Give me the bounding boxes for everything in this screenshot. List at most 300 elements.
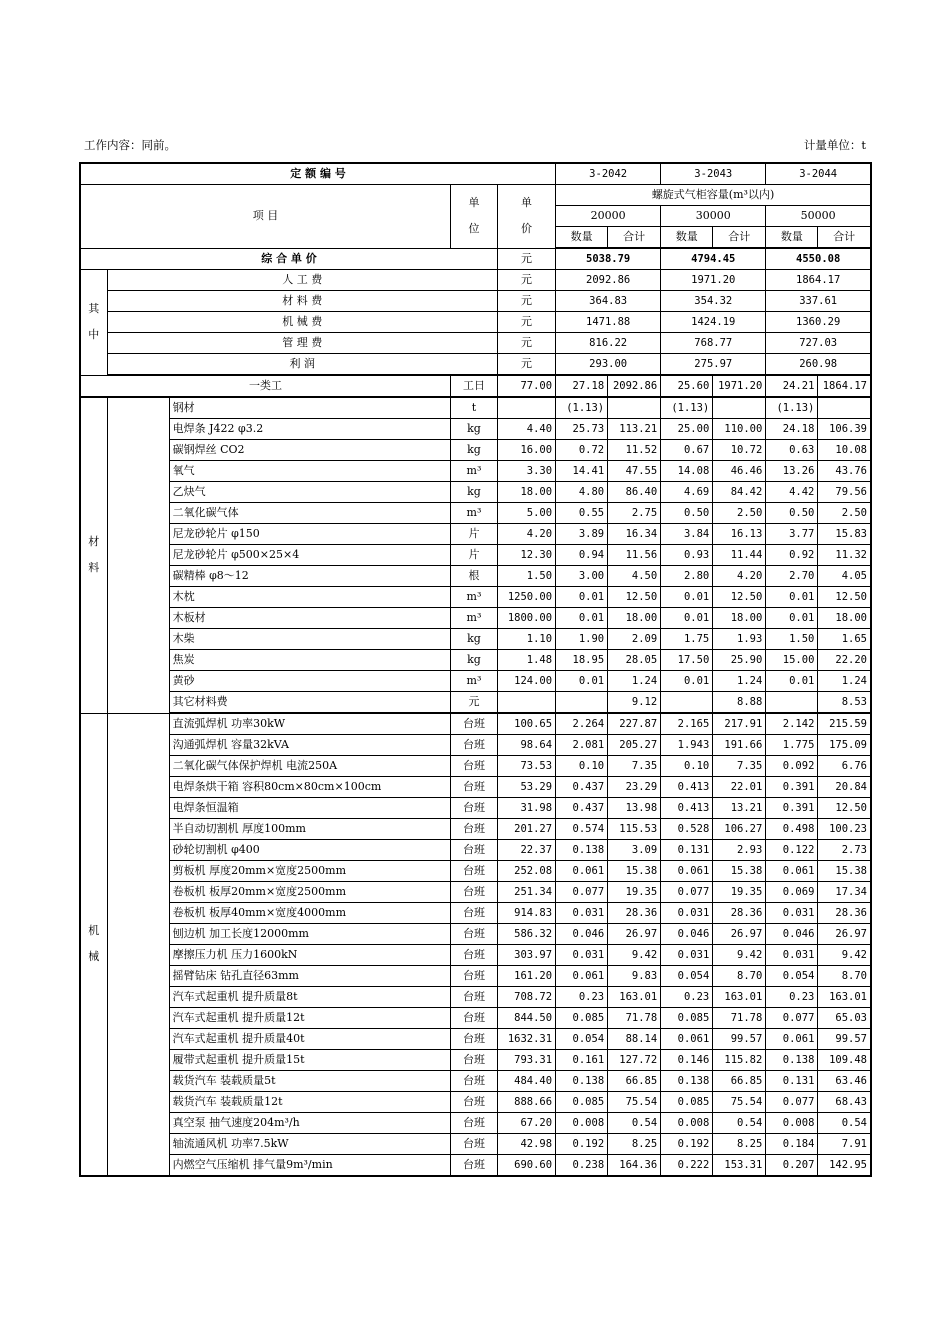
machinery-cell: 163.01 [713,987,766,1008]
machinery-unit: 台班 [450,882,497,903]
materials-cell: (1.13) [661,397,713,419]
qty-header: 数量 [661,227,713,249]
machinery-name: 电焊条烘干箱 容积80cm×80cm×100cm [169,777,450,798]
machinery-cell: 8.70 [713,966,766,987]
machinery-group-label: 机 械 [80,713,107,1176]
total-price-label: 综 合 单 价 [80,248,497,270]
machinery-cell: 7.35 [608,756,661,777]
materials-cell: 1.75 [661,629,713,650]
machinery-cell: 7.35 [713,756,766,777]
materials-cell: 1.24 [818,671,871,692]
machinery-cell: 0.238 [556,1155,608,1177]
machinery-cell: 8.70 [818,966,871,987]
breakdown-value: 1864.17 [766,270,871,291]
machinery-price: 484.40 [497,1071,555,1092]
total-price-value: 4794.45 [661,248,766,270]
labor-unit: 工日 [450,375,497,397]
materials-cell: 14.08 [661,461,713,482]
machinery-name: 电焊条恒温箱 [169,798,450,819]
materials-cell: 11.56 [608,545,661,566]
machinery-name: 沟通弧焊机 容量32kVA [169,735,450,756]
materials-cell: 0.01 [556,608,608,629]
materials-cell: 9.12 [608,692,661,714]
materials-cell: 0.94 [556,545,608,566]
breakdown-value: 1971.20 [661,270,766,291]
work-content-label: 工作内容：同前。 [84,138,176,152]
machinery-cell: 8.25 [608,1134,661,1155]
materials-cell: (1.13) [556,397,608,419]
machinery-cell: 99.57 [713,1029,766,1050]
materials-unit: 片 [450,545,497,566]
materials-cell: 22.20 [818,650,871,671]
machinery-cell: 0.054 [556,1029,608,1050]
qty-header: 数量 [556,227,608,249]
breakdown-value: 275.97 [661,354,766,376]
machinery-cell: 2.165 [661,713,713,735]
machinery-name: 载货汽车 装载质量12t [169,1092,450,1113]
materials-cell: 0.63 [766,440,818,461]
materials-cell: 15.00 [766,650,818,671]
machinery-name: 卷板机 板厚40mm×宽度4000mm [169,903,450,924]
total-price-value: 4550.08 [766,248,871,270]
materials-cell: 106.39 [818,419,871,440]
machinery-cell: 217.91 [713,713,766,735]
machinery-name: 内燃空气压缩机 排气量9m³/min [169,1155,450,1177]
materials-unit: kg [450,650,497,671]
machinery-name: 卷板机 板厚20mm×宽度2500mm [169,882,450,903]
machinery-unit: 台班 [450,713,497,735]
materials-cell: 0.01 [661,587,713,608]
machinery-price: 22.37 [497,840,555,861]
materials-unit: kg [450,440,497,461]
breakdown-label: 材 料 费 [107,291,497,312]
breakdown-value: 727.03 [766,333,871,354]
machinery-cell: 2.73 [818,840,871,861]
materials-cell: 1.90 [556,629,608,650]
machinery-cell: 0.085 [661,1092,713,1113]
materials-unit: t [450,397,497,419]
machinery-price: 161.20 [497,966,555,987]
materials-name: 乙炔气 [169,482,450,503]
labor-cell: 24.21 [766,375,818,397]
breakdown-value: 364.83 [556,291,661,312]
materials-name: 黄砂 [169,671,450,692]
machinery-cell: 99.57 [818,1029,871,1050]
machinery-cell: 0.092 [766,756,818,777]
machinery-cell: 9.42 [713,945,766,966]
sum-header: 合计 [713,227,766,249]
materials-unit: kg [450,419,497,440]
materials-cell: 0.01 [556,587,608,608]
materials-price: 1250.00 [497,587,555,608]
machinery-price: 1632.31 [497,1029,555,1050]
machinery-cell: 66.85 [713,1071,766,1092]
materials-unit: 根 [450,566,497,587]
machinery-cell: 0.131 [766,1071,818,1092]
machinery-cell: 15.38 [818,861,871,882]
machinery-cell: 0.077 [556,882,608,903]
machinery-cell: 0.031 [766,945,818,966]
machinery-cell: 115.82 [713,1050,766,1071]
materials-cell: 0.93 [661,545,713,566]
machinery-cell: 3.09 [608,840,661,861]
breakdown-value: 2092.86 [556,270,661,291]
materials-cell: 0.01 [766,587,818,608]
machinery-cell: 23.29 [608,777,661,798]
materials-cell: 18.00 [608,608,661,629]
machinery-name: 汽车式起重机 提升质量40t [169,1029,450,1050]
machinery-cell: 12.50 [818,798,871,819]
machinery-cell: 0.061 [556,966,608,987]
capacity-header: 50000 [766,206,871,227]
machinery-cell: 2.081 [556,735,608,756]
machinery-cell: 7.91 [818,1134,871,1155]
machinery-cell: 109.48 [818,1050,871,1071]
materials-name: 二氧化碳气体 [169,503,450,524]
machinery-cell: 0.146 [661,1050,713,1071]
materials-name: 氧气 [169,461,450,482]
machinery-price: 98.64 [497,735,555,756]
machinery-cell: 8.25 [713,1134,766,1155]
materials-cell: 0.01 [661,608,713,629]
machinery-price: 73.53 [497,756,555,777]
breakdown-label: 利 润 [107,354,497,376]
materials-cell: 3.84 [661,524,713,545]
machinery-cell: 0.046 [766,924,818,945]
machinery-cell: 19.35 [608,882,661,903]
machinery-cell: 0.413 [661,777,713,798]
materials-cell: 84.42 [713,482,766,503]
materials-price [497,397,555,419]
breakdown-value: 1424.19 [661,312,766,333]
materials-cell: 11.44 [713,545,766,566]
machinery-cell: 0.085 [556,1092,608,1113]
total-price-value: 5038.79 [556,248,661,270]
machinery-cell: 0.054 [661,966,713,987]
machinery-cell: 15.38 [713,861,766,882]
materials-cell: 4.69 [661,482,713,503]
machinery-cell: 71.78 [608,1008,661,1029]
machinery-cell: 75.54 [608,1092,661,1113]
breakdown-group-label: 其 中 [80,270,107,376]
materials-group-label: 材 料 [80,397,107,713]
machinery-cell: 65.03 [818,1008,871,1029]
materials-cell: 24.18 [766,419,818,440]
machinery-unit: 台班 [450,735,497,756]
breakdown-value: 1471.88 [556,312,661,333]
materials-cell: 11.32 [818,545,871,566]
machinery-cell: 0.138 [556,1071,608,1092]
materials-cell: 0.01 [556,671,608,692]
machinery-price: 690.60 [497,1155,555,1177]
machinery-price: 793.31 [497,1050,555,1071]
materials-price: 1800.00 [497,608,555,629]
category-header: 螺旋式气柜容量(m³以内) [556,185,871,206]
machinery-unit: 台班 [450,756,497,777]
materials-cell: 3.00 [556,566,608,587]
materials-name: 碳钢焊丝 CO2 [169,440,450,461]
breakdown-value: 816.22 [556,333,661,354]
machinery-cell: 28.36 [818,903,871,924]
machinery-name: 摩擦压力机 压力1600kN [169,945,450,966]
materials-cell: 14.41 [556,461,608,482]
machinery-cell: 142.95 [818,1155,871,1177]
materials-cell: 1.24 [608,671,661,692]
item-header: 项 目 [80,185,450,249]
machinery-unit: 台班 [450,798,497,819]
machinery-cell: 9.42 [608,945,661,966]
machinery-name: 汽车式起重机 提升质量8t [169,987,450,1008]
materials-cell: 2.09 [608,629,661,650]
machinery-cell: 0.008 [661,1113,713,1134]
machinery-cell: 0.061 [556,861,608,882]
machinery-cell: 0.498 [766,819,818,840]
machinery-cell: 0.031 [661,945,713,966]
breakdown-value: 260.98 [766,354,871,376]
materials-spacer [107,397,169,713]
machinery-unit: 台班 [450,1092,497,1113]
materials-unit: 元 [450,692,497,714]
machinery-price: 888.66 [497,1092,555,1113]
machinery-name: 剪板机 厚度20mm×宽度2500mm [169,861,450,882]
materials-cell: 18.00 [818,608,871,629]
machinery-cell: 0.077 [661,882,713,903]
materials-cell [713,397,766,419]
materials-cell [661,692,713,714]
machinery-name: 载货汽车 装载质量5t [169,1071,450,1092]
materials-cell: 18.00 [713,608,766,629]
materials-cell: 0.72 [556,440,608,461]
materials-cell [556,692,608,714]
labor-cell: 1971.20 [713,375,766,397]
machinery-cell: 63.46 [818,1071,871,1092]
materials-cell: 110.00 [713,419,766,440]
machinery-cell: 0.222 [661,1155,713,1177]
machinery-cell: 0.437 [556,777,608,798]
materials-unit: kg [450,629,497,650]
machinery-cell: 0.192 [661,1134,713,1155]
machinery-cell: 0.23 [766,987,818,1008]
machinery-cell: 2.264 [556,713,608,735]
machinery-price: 914.83 [497,903,555,924]
machinery-name: 履带式起重机 提升质量15t [169,1050,450,1071]
quota-table [79,162,872,1177]
machinery-cell: 0.008 [556,1113,608,1134]
materials-unit: m³ [450,608,497,629]
machinery-cell: 0.54 [608,1113,661,1134]
materials-cell: 10.08 [818,440,871,461]
machinery-cell: 106.27 [713,819,766,840]
materials-name: 钢材 [169,397,450,419]
materials-name: 碳精棒 φ8～12 [169,566,450,587]
materials-cell: 46.46 [713,461,766,482]
machinery-cell: 0.54 [713,1113,766,1134]
labor-cell: 1864.17 [818,375,871,397]
materials-cell: 0.50 [661,503,713,524]
materials-cell [608,397,661,419]
machinery-cell: 0.085 [661,1008,713,1029]
materials-price: 3.30 [497,461,555,482]
materials-cell: 16.34 [608,524,661,545]
capacity-header: 20000 [556,206,661,227]
materials-cell: 47.55 [608,461,661,482]
materials-cell: 79.56 [818,482,871,503]
machinery-cell: 163.01 [608,987,661,1008]
materials-cell: 0.92 [766,545,818,566]
sum-header: 合计 [818,227,871,249]
breakdown-unit: 元 [497,270,555,291]
materials-price: 1.48 [497,650,555,671]
materials-cell: 8.53 [818,692,871,714]
materials-cell: 86.40 [608,482,661,503]
machinery-cell: 0.138 [556,840,608,861]
machinery-unit: 台班 [450,777,497,798]
machinery-cell: 0.046 [661,924,713,945]
breakdown-label: 机 械 费 [107,312,497,333]
machinery-price: 844.50 [497,1008,555,1029]
materials-name: 尼龙砂轮片 φ500×25×4 [169,545,450,566]
materials-cell: 0.01 [661,671,713,692]
machinery-cell: 0.077 [766,1092,818,1113]
machinery-name: 刨边机 加工长度12000mm [169,924,450,945]
machinery-unit: 台班 [450,987,497,1008]
materials-cell: 0.01 [766,671,818,692]
machinery-cell: 0.069 [766,882,818,903]
unit-label: 计量单位：t [803,138,866,152]
machinery-cell: 0.574 [556,819,608,840]
breakdown-value: 354.32 [661,291,766,312]
materials-cell: 0.01 [766,608,818,629]
materials-cell: 1.24 [713,671,766,692]
machinery-cell: 26.97 [713,924,766,945]
breakdown-unit: 元 [497,354,555,376]
machinery-cell: 0.061 [661,1029,713,1050]
materials-cell: 0.55 [556,503,608,524]
machinery-cell: 0.031 [661,903,713,924]
machinery-price: 201.27 [497,819,555,840]
materials-cell: 4.50 [608,566,661,587]
machinery-cell: 0.161 [556,1050,608,1071]
materials-cell: 0.50 [766,503,818,524]
machinery-cell: 0.061 [766,861,818,882]
machinery-price: 586.32 [497,924,555,945]
materials-price: 1.50 [497,566,555,587]
capacity-header: 30000 [661,206,766,227]
machinery-cell: 0.528 [661,819,713,840]
materials-cell: 25.90 [713,650,766,671]
machinery-price: 100.65 [497,713,555,735]
materials-name: 木枕 [169,587,450,608]
machinery-name: 真空泵 抽气速度204m³/h [169,1113,450,1134]
materials-cell: 1.50 [766,629,818,650]
materials-cell [818,397,871,419]
materials-cell: 17.50 [661,650,713,671]
qty-header: 数量 [766,227,818,249]
machinery-name: 半自动切割机 厚度100mm [169,819,450,840]
machinery-cell: 0.23 [661,987,713,1008]
machinery-cell: 9.83 [608,966,661,987]
machinery-cell: 28.36 [608,903,661,924]
machinery-cell: 0.10 [556,756,608,777]
machinery-name: 直流弧焊机 功率30kW [169,713,450,735]
machinery-unit: 台班 [450,1134,497,1155]
machinery-name: 砂轮切割机 φ400 [169,840,450,861]
materials-cell: 43.76 [818,461,871,482]
machinery-cell: 0.138 [766,1050,818,1071]
machinery-name: 轴流通风机 功率7.5kW [169,1134,450,1155]
machinery-cell: 215.59 [818,713,871,735]
machinery-unit: 台班 [450,903,497,924]
breakdown-label: 管 理 费 [107,333,497,354]
unit-header: 单 位 [450,185,497,249]
breakdown-unit: 元 [497,312,555,333]
machinery-price: 303.97 [497,945,555,966]
machinery-cell: 0.437 [556,798,608,819]
machinery-unit: 台班 [450,819,497,840]
machinery-cell: 0.077 [766,1008,818,1029]
machinery-cell: 0.061 [766,1029,818,1050]
breakdown-unit: 元 [497,291,555,312]
machinery-cell: 15.38 [608,861,661,882]
breakdown-value: 768.77 [661,333,766,354]
machinery-cell: 0.122 [766,840,818,861]
materials-cell: 12.50 [713,587,766,608]
machinery-unit: 台班 [450,1029,497,1050]
machinery-unit: 台班 [450,924,497,945]
machinery-spacer [107,713,169,1176]
machinery-cell: 22.01 [713,777,766,798]
materials-cell: 18.95 [556,650,608,671]
materials-price: 124.00 [497,671,555,692]
materials-name: 其它材料费 [169,692,450,714]
materials-price: 16.00 [497,440,555,461]
machinery-cell: 0.184 [766,1134,818,1155]
machinery-cell: 26.97 [608,924,661,945]
materials-price: 4.20 [497,524,555,545]
machinery-cell: 66.85 [608,1071,661,1092]
machinery-cell: 71.78 [713,1008,766,1029]
machinery-unit: 台班 [450,1155,497,1177]
materials-name: 木柴 [169,629,450,650]
materials-name: 电焊条 J422 φ3.2 [169,419,450,440]
machinery-unit: 台班 [450,966,497,987]
materials-cell: 4.20 [713,566,766,587]
materials-cell: 0.67 [661,440,713,461]
machinery-unit: 台班 [450,945,497,966]
labor-price: 77.00 [497,375,555,397]
materials-cell: 2.50 [818,503,871,524]
machinery-price: 708.72 [497,987,555,1008]
materials-name: 焦炭 [169,650,450,671]
machinery-unit: 台班 [450,1071,497,1092]
machinery-cell: 0.207 [766,1155,818,1177]
machinery-cell: 0.046 [556,924,608,945]
machinery-cell: 163.01 [818,987,871,1008]
materials-price: 1.10 [497,629,555,650]
materials-cell: 2.80 [661,566,713,587]
labor-cell: 25.60 [661,375,713,397]
materials-cell: 15.83 [818,524,871,545]
materials-cell: 13.26 [766,461,818,482]
materials-cell: 16.13 [713,524,766,545]
breakdown-value: 1360.29 [766,312,871,333]
machinery-name: 汽车式起重机 提升质量12t [169,1008,450,1029]
materials-unit: m³ [450,671,497,692]
machinery-cell: 153.31 [713,1155,766,1177]
machinery-price: 67.20 [497,1113,555,1134]
materials-cell [766,692,818,714]
materials-cell: 3.77 [766,524,818,545]
